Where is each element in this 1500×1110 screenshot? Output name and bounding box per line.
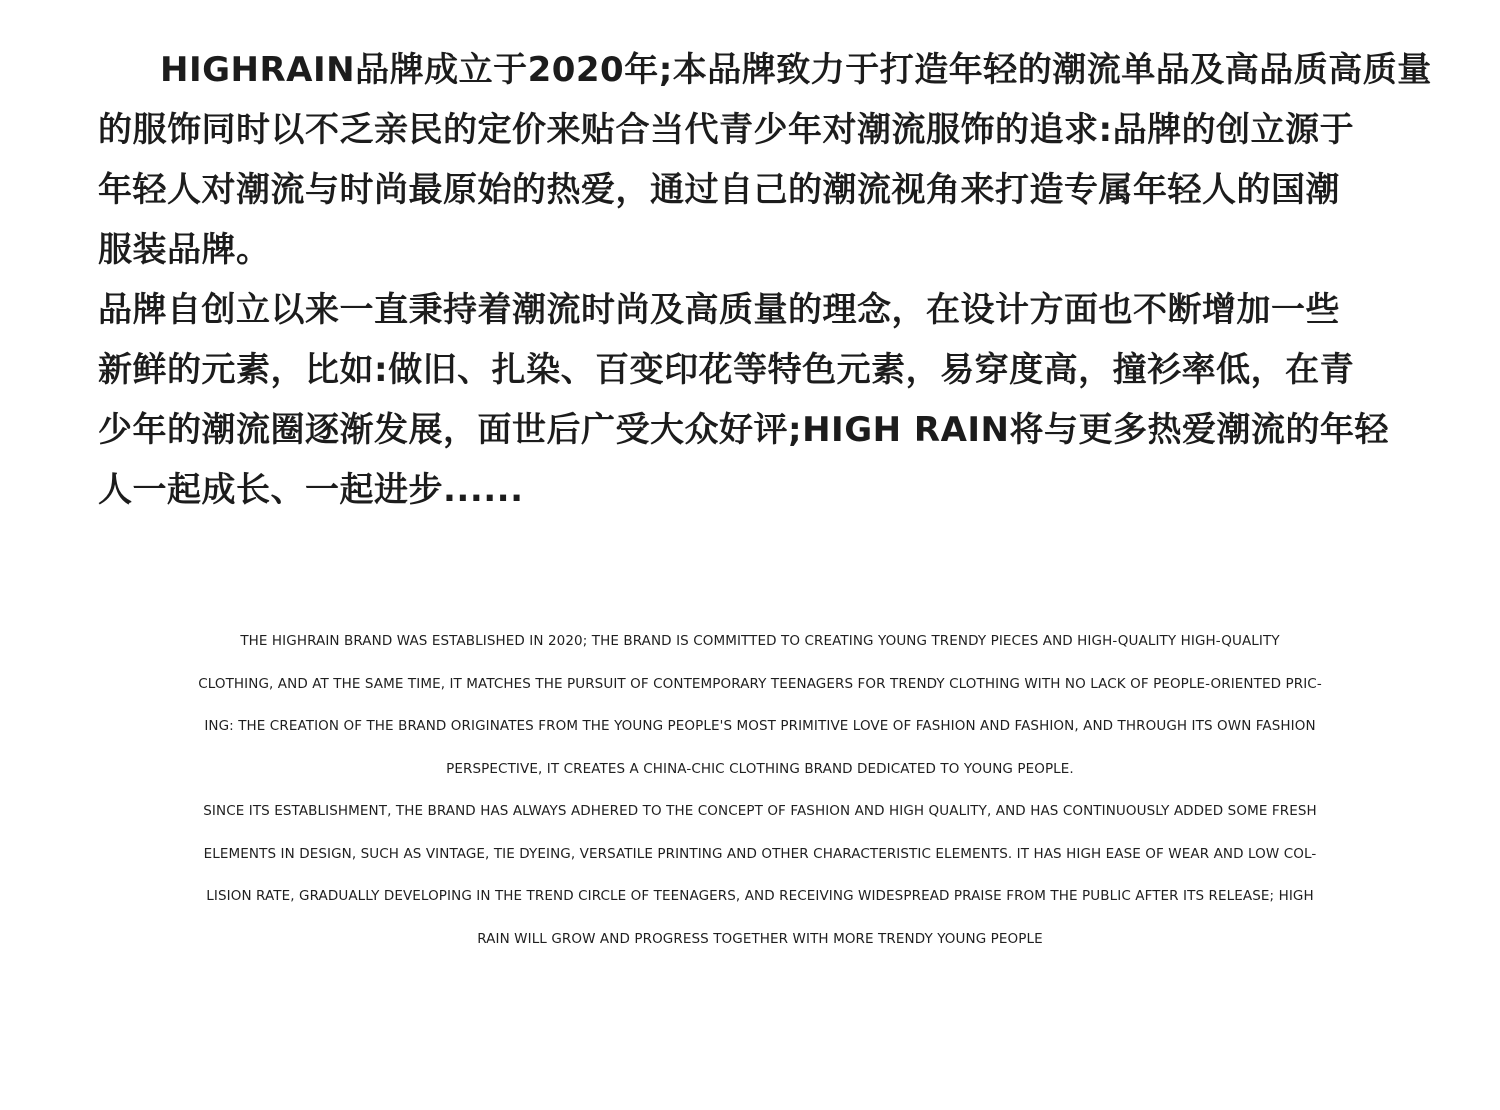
chinese-paragraph-1-line-2: 的服饰同时以不乏亲民的定价来贴合当代青少年对潮流服饰的追求:品牌的创立源于 [98, 110, 1355, 150]
chinese-paragraph-1-line-4: 服装品牌。 [98, 230, 271, 270]
chinese-brand-description [98, 40, 1432, 520]
english-paragraph-1-line-2: CLOTHING, AND AT THE SAME TIME, IT MATCHES THE PURSUIT OF CONTEMPORARY TEENAGERS FOR TRENDY CLOTHING WITH NO LACK OF PEOPLE-ORIENTED PRIC- [198, 675, 1322, 692]
chinese-paragraph-2-line-4: 人一起成长、一起进步...... [98, 470, 524, 510]
english-paragraph-2-line-2: ELEMENTS IN DESIGN, SUCH AS VINTAGE, TIE DYEING, VERSATILE PRINTING AND OTHER CHARACTERISTIC ELEMENTS. IT HAS HIGH EASE OF WEAR AND LOW COL- [203, 845, 1317, 862]
chinese-paragraph-2-line-2: 新鲜的元素，比如:做旧、扎染、百变印花等特色元素，易穿度高，撞衫率低，在青 [98, 350, 1355, 390]
chinese-paragraph-1-line-3: 年轻人对潮流与时尚最原始的热爱，通过自己的潮流视角来打造专属年轻人的国潮 [98, 170, 1340, 210]
english-paragraph-2-line-3: LISION RATE, GRADUALLY DEVELOPING IN THE TREND CIRCLE OF TEENAGERS, AND RECEIVING WIDESPREAD PRAISE FROM THE PUBLIC AFTER ITS RELEASE; HIGH [206, 888, 1314, 904]
english-brand-description [90, 620, 1430, 960]
english-paragraph-2-line-1: SINCE ITS ESTABLISHMENT, THE BRAND HAS ALWAYS ADHERED TO THE CONCEPT OF FASHION AND HIGH QUALITY, AND HAS CONTINUOUSLY ADDED SOME FRESH [203, 803, 1317, 819]
chinese-paragraph-2-line-1: 品牌自创立以来一直秉持着潮流时尚及高质量的理念，在设计方面也不断增加一些 [98, 290, 1340, 330]
english-paragraph-1-line-3: ING: THE CREATION OF THE BRAND ORIGINATES FROM THE YOUNG PEOPLE'S MOST PRIMITIVE LOVE OF FASHION AND FASHION, AND THROUGH ITS OWN FASHION [204, 718, 1316, 734]
english-paragraph-1-line-4: PERSPECTIVE, IT CREATES A CHINA-CHIC CLOTHING BRAND DEDICATED TO YOUNG PEOPLE. [446, 760, 1074, 777]
english-paragraph-1-line-1: THE HIGHRAIN BRAND WAS ESTABLISHED IN 2020; THE BRAND IS COMMITTED TO CREATING YOUNG TRENDY PIECES AND HIGH-QUALITY HIGH-QUALITY [240, 633, 1280, 649]
chinese-paragraph-1-line-1: HIGHRAIN品牌成立于2020年;本品牌致力于打造年轻的潮流单品及高品质高质量 [160, 50, 1432, 90]
english-paragraph-2-line-4: RAIN WILL GROW AND PROGRESS TOGETHER WITH MORE TRENDY YOUNG PEOPLE [477, 930, 1043, 947]
chinese-paragraph-2-line-3: 少年的潮流圈逐渐发展，面世后广受大众好评;HIGH RAIN将与更多热爱潮流的年轻 [98, 410, 1389, 450]
